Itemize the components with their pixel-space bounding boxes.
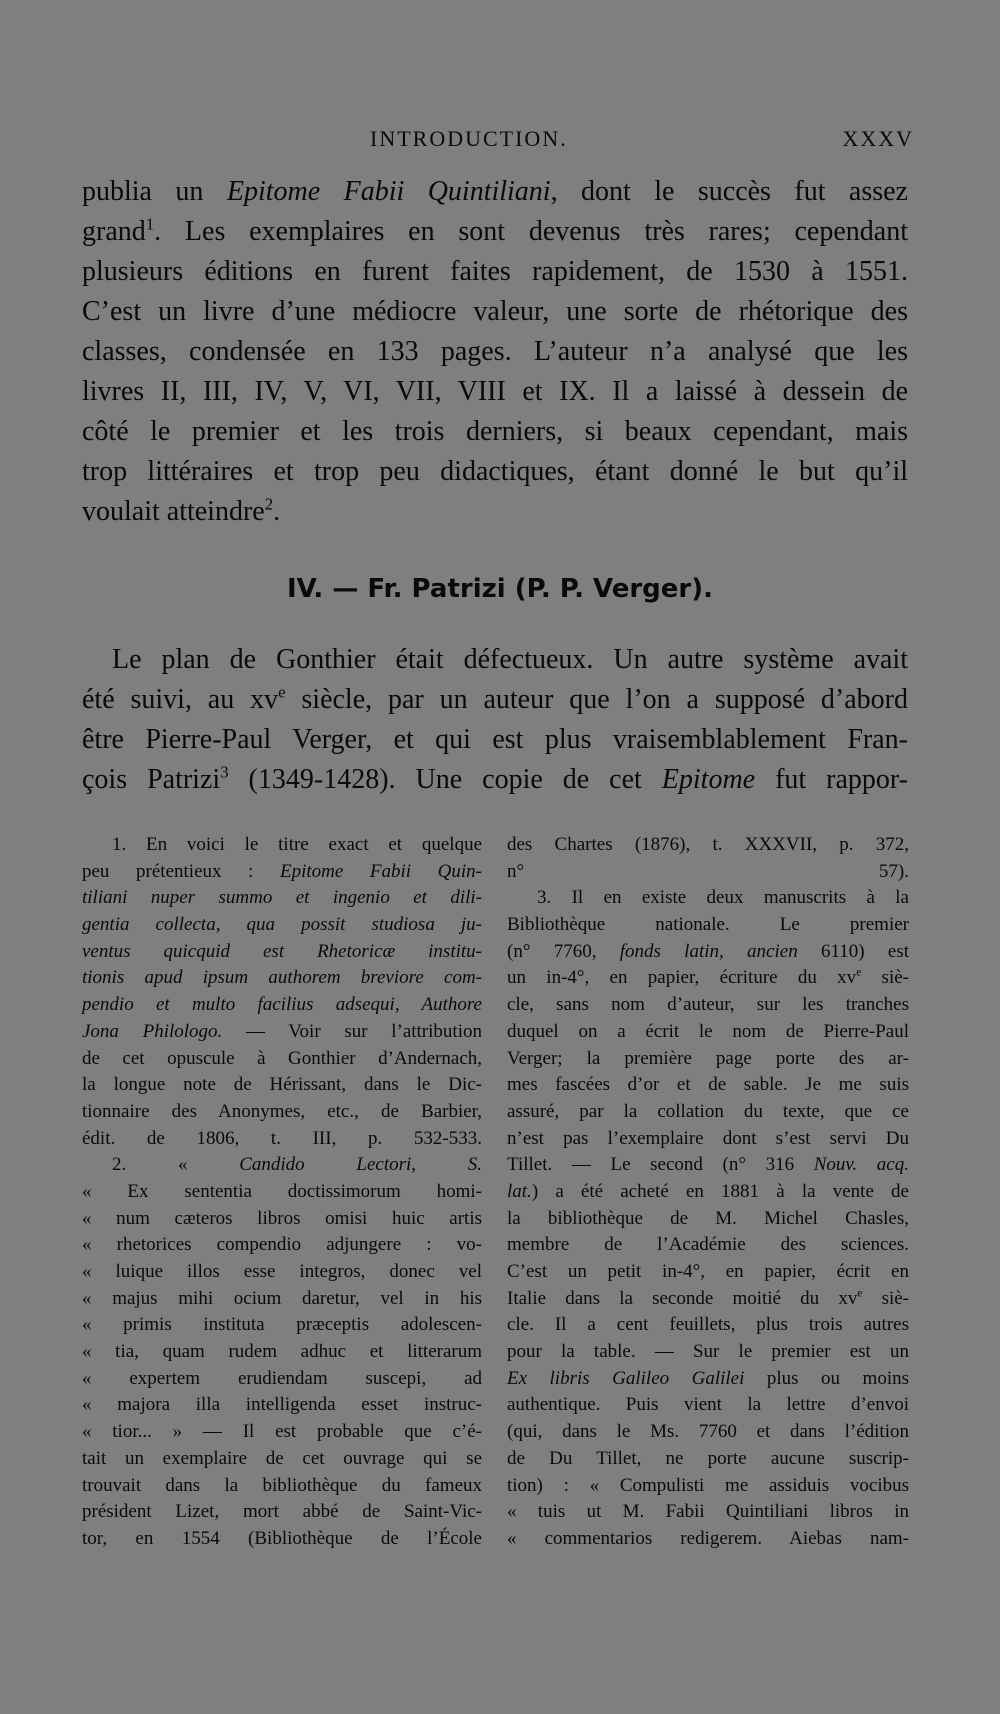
text-line [507,1099,909,1126]
text-line [507,992,909,1019]
text-run: Verger; la première page porte des ar- [507,1047,909,1069]
text-run: . Les exemplaires en sont devenus très rares; cependant [154,216,908,247]
paragraph-2 [82,640,908,800]
text-run: , dont le succès fut assez [550,176,908,207]
text-line [82,1099,482,1126]
text-line [507,1126,909,1153]
footnote-marker: 1 [145,214,155,234]
italic-run: Jona Philologo. [82,1020,223,1042]
text-line [507,965,909,992]
text-run: « luique illos esse integros, donec vel [82,1261,482,1282]
text-run: Le plan de Gonthier était défectueux. Un autre système avait [112,644,908,675]
text-run: tor, en 1554 (Bibliothèque de l’École [82,1527,482,1549]
text-line [82,859,482,886]
text-run: « majus mihi ocium daretur, vel in his [82,1287,482,1309]
text-line [507,1446,909,1473]
text-line [507,1179,909,1206]
section-title: IV. — Fr. Patrizi (P. P. Verger). [286,574,714,604]
text-line [82,1286,482,1313]
text-run: membre de l’Académie des sciences. [507,1234,909,1256]
text-line [507,1499,909,1526]
running-title: INTRODUCTION. [370,126,568,151]
text-run: plus ou moins [744,1367,909,1389]
text-run: peu prétentieux : [82,860,280,882]
text-line [82,760,908,800]
text-line [82,1366,482,1393]
text-run: mes fascées d’or et de sable. Je me suis [507,1074,909,1096]
text-run: plusieurs éditions en furent faites rapidement, de 1530 à 1551. [82,256,908,287]
text-run: côté le premier et les trois derniers, si beaux cependant, mais [82,416,908,447]
footnotes-right-column [507,832,909,1553]
text-run: n’est pas l’exemplaire dont s’est servi Du [507,1127,909,1149]
text-line [507,1152,909,1179]
italic-run: Epitome [661,764,756,795]
text-run: la longue note de Hérissant, dans le Dic- [82,1074,482,1096]
text-run: des Chartes (1876), t. XXXVII, p. 372, [507,834,909,855]
text-line [82,492,908,532]
text-line [82,1473,482,1500]
text-run: pour la table. — Sur le premier est un [507,1341,909,1363]
text-run: . [273,496,281,527]
text-run: « tior... » — Il est probable que c’é- [82,1421,482,1443]
text-run: la bibliothèque de M. Michel Chasles, [507,1207,909,1229]
text-line [507,939,909,966]
text-run: siè- [862,1287,910,1309]
text-line [82,1019,482,1046]
text-run: tion) : « Compulisti me assiduis vocibus [507,1474,909,1496]
text-line [82,252,908,292]
text-line [82,292,908,332]
text-run: Italie dans la seconde moitié du xv [507,1287,858,1309]
text-run: 6110) est [797,940,909,962]
footnote-marker: e [278,682,286,702]
text-line [82,1526,482,1553]
text-line [82,832,482,859]
text-run: Tillet. — Le second (n° 316 [507,1154,814,1176]
text-run: été suivi, au xv [82,684,279,715]
paragraph-1 [82,172,908,532]
text-line [82,172,908,212]
italic-run: tionis apud ipsum authorem breviore com- [82,967,482,989]
text-run: cle. Il a cent feuillets, plus trois autres [507,1314,909,1336]
text-line [507,912,909,939]
footnotes-left-column [82,832,482,1553]
text-run: assuré, par la collation du texte, que ce [507,1100,909,1122]
text-line [507,1206,909,1233]
italic-run: Epitome Fabii Quin- [279,860,482,882]
text-run: 2. « [112,1154,240,1176]
text-line [82,1179,482,1206]
text-run: « Ex sententia doctissimorum homi- [82,1180,482,1202]
text-line [507,1046,909,1073]
text-run: voulait atteindre [82,496,265,527]
text-line [507,1259,909,1286]
text-run: « tia, quam rudem adhuc et litterarum [82,1341,482,1363]
text-run: publia un [82,176,227,207]
text-line [82,332,908,372]
text-line [82,1499,482,1526]
page-number: XXXV [842,126,914,151]
text-line [507,1339,909,1366]
text-line [82,640,908,680]
text-line [82,680,908,720]
text-run: de cet opuscule à Gonthier d’Andernach, [82,1047,482,1069]
footnote-marker: 2 [264,494,274,514]
text-line [82,1259,482,1286]
text-run: être Pierre-Paul Verger, et qui est plus vraisemblablement Fran- [82,724,908,755]
text-line [82,1446,482,1473]
text-line [507,1366,909,1393]
footnote-marker: e [857,1287,863,1300]
italic-run: ventus quicquid est Rhetoricæ institu- [82,940,482,962]
text-run: « num cæteros libros omisi huic artis [82,1207,482,1229]
text-run: C’est un livre d’une médiocre valeur, une sorte de rhétorique des [82,296,908,327]
text-line [82,720,908,760]
text-line [507,1072,909,1099]
text-line [82,1046,482,1073]
text-line [507,1286,909,1313]
text-run: tait un exemplaire de cet ouvrage qui se [82,1447,482,1469]
text-line [507,1232,909,1259]
text-line [82,372,908,412]
text-run: président Lizet, mort abbé de Saint-Vic- [82,1501,482,1523]
text-line [82,1312,482,1339]
text-line [82,939,482,966]
text-line [82,912,482,939]
text-run: ) a été acheté en 1881 à la vente de [531,1180,909,1202]
text-run: un in-4°, en papier, écriture du xv [507,967,857,989]
text-line [507,1019,909,1046]
text-line [82,885,482,912]
text-run: « commentarios redigerem. Aiebas nam- [507,1527,909,1549]
footnote-marker: e [856,967,862,980]
text-run: livres II, III, IV, V, VI, VII, VIII et IX. Il a laissé à dessein de [82,376,908,407]
text-line [82,1126,482,1153]
italic-run: Ex libris Galileo Galilei [507,1367,745,1389]
text-run: (n° 7760, [507,940,620,962]
text-run: trouvait dans la bibliothèque du fameux [82,1474,482,1496]
italic-run: Epitome Fabii Quintiliani [226,176,551,207]
text-line [82,1232,482,1259]
text-line [507,1312,909,1339]
italic-run: gentia collecta, qua possit studiosa ju- [82,914,482,936]
text-run: n° 57). [507,860,909,882]
italic-run: pendio et multo facilius adsequi, Authore [82,994,482,1016]
text-run: 3. Il en existe deux manuscrits à la [537,887,909,909]
text-line [507,1419,909,1446]
text-run: de Du Tillet, ne porte aucune suscrip- [507,1447,909,1469]
text-line [82,965,482,992]
text-line [507,1526,909,1553]
text-line [82,452,908,492]
text-line [82,1206,482,1233]
text-run: « rhetorices compendio adjungere : vo- [82,1234,482,1256]
text-run: « tuis ut M. Fabii Quintiliani libros in [507,1501,909,1523]
text-run: « expertem erudiendam suscepi, ad [82,1367,482,1389]
text-run: grand [82,216,146,247]
text-run: authentique. Puis vient la lettre d’envoi [507,1394,909,1416]
text-run: « primis instituta præceptis adolescen- [82,1314,482,1336]
text-run: fut rappor- [755,764,908,795]
italic-run: Nouv. acq. [813,1154,909,1176]
footnote-marker: 3 [220,762,229,782]
text-run: Bibliothèque nationale. Le premier [507,914,909,936]
text-run: « majora illa intelligenda esset instruc- [82,1394,482,1416]
italic-run: tiliani nuper summo et ingenio et dili- [82,887,482,909]
text-line [507,1392,909,1419]
text-run: C’est un petit in-4°, en papier, écrit en [507,1261,909,1282]
text-line [82,1392,482,1419]
text-run: çois Patrizi [82,764,221,795]
text-line [82,992,482,1019]
text-run: siè- [861,967,909,989]
text-run: duquel on a écrit le nom de Pierre-Paul [507,1020,909,1042]
text-line [82,1339,482,1366]
text-run: édit. de 1806, t. III, p. 532-533. [82,1127,482,1149]
text-run: siècle, par un auteur que l’on a supposé d’abord [285,684,908,715]
text-line [82,1152,482,1179]
text-run: 1. En voici le titre exact et quelque [112,834,482,855]
italic-run: Candido Lectori, S. [239,1154,482,1176]
text-line [507,1473,909,1500]
text-line [82,412,908,452]
text-run: trop littéraires et trop peu didactiques, étant donné le but qu’il [82,456,908,487]
italic-run: lat. [507,1180,532,1202]
text-run: (1349-1428). Une copie de cet [228,764,662,795]
text-line [507,859,909,886]
text-line [507,832,909,859]
text-line [82,1419,482,1446]
text-run: cle, sans nom d’auteur, sur les tranches [507,994,909,1016]
text-run: tionnaire des Anonymes, etc., de Barbier, [82,1100,482,1122]
italic-run: fonds latin, ancien [619,940,798,962]
text-run: (qui, dans le Ms. 7760 et dans l’édition [507,1421,909,1443]
text-line [507,885,909,912]
text-line [82,212,908,252]
text-line [82,1072,482,1099]
text-run: classes, condensée en 133 pages. L’auteur n’a analysé que les [82,336,908,367]
text-run: — Voir sur l’attribution [222,1020,482,1042]
running-header [0,126,1000,160]
